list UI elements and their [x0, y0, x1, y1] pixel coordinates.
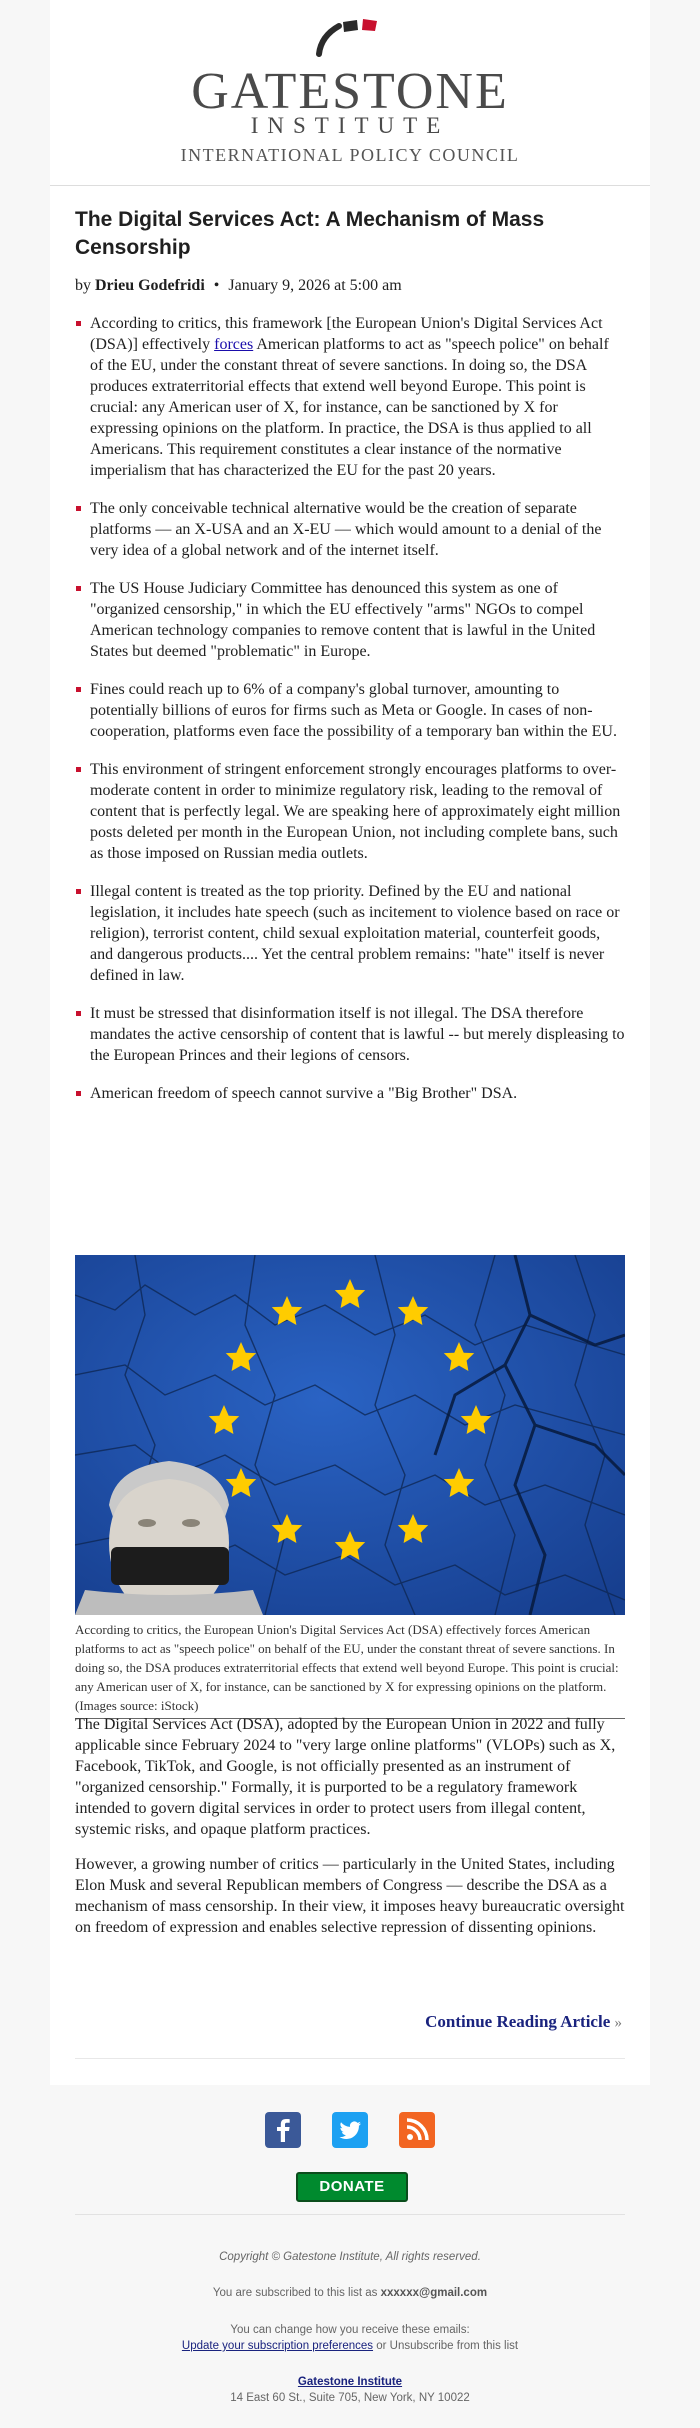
bullet-text: American platforms to act as "speech police" on behalf of the EU, under the constant threat of severe sanctions. In doing so, the DSA produces extraterritorial effects that extend well beyond Europe. This point is crucial: any American user of X, for instance, can be sanctioned by X for expressing opinions on the platform. In practice, the DSA is thus applied to all Americans. This requirement constitutes a clear instance of the normative imperialism that has characterized the EU for the past 20 years.: [90, 336, 609, 479]
author-name: Drieu Godefridi: [95, 277, 205, 294]
logo-subtitle: INSTITUTE: [250, 113, 450, 138]
org-address: 14 East 60 St., Suite 705, New York, NY 10022: [230, 2392, 470, 2404]
logo-mark-icon: [313, 18, 389, 58]
bullet-item: It must be stressed that disinformation itself is not illegal. The DSA therefore mandates the active censorship of content that is lawful -- but merely displeasing to the European Princes and their legions of censors.: [75, 1003, 625, 1066]
article-photo[interactable]: [75, 1255, 625, 1615]
update-preferences-link[interactable]: Update your subscription preferences: [181, 2340, 374, 2352]
preferences-line: [0, 2338, 700, 2354]
footer-divider: [75, 2214, 625, 2215]
donate-button[interactable]: DONATE: [296, 2172, 408, 2202]
copyright: [0, 2249, 700, 2265]
bullet-item: This environment of stringent enforcement strongly encourages platforms to over-moderate content in order to minimize regulatory risk, leading to the removal of content that is perfectly legal. We are speaking here of approximately eight million posts deleted per month in the European Union, not including complete bans, such as those imposed on Russian media outlets.: [75, 759, 625, 864]
unsubscribe-text[interactable]: or Unsubscribe from this list: [373, 2340, 519, 2352]
bullet-item: [75, 313, 625, 481]
bullet-item: The US House Judiciary Committee has denounced this system as one of "organized censorship," in which the EU effectively "arms" NGOs to compel American technology companies to remove content that is lawful in the United States but deemed "problematic" in Europe.: [75, 578, 625, 662]
email-card: [50, 0, 650, 2085]
byline-separator: •: [213, 277, 220, 294]
byline-prefix: by: [75, 277, 95, 294]
bullet-item: Illegal content is treated as the top priority. Defined by the EU and national legislation, it includes hate speech (such as incitement to violence based on race or religion), terrorist content, child sexual exploitation material, counterfeit goods, and dangerous products.... Yet the central problem remains: "hate" itself is never defined in law.: [75, 881, 625, 986]
header-logo[interactable]: [50, 0, 650, 186]
copyright-text: Copyright © Gatestone Institute, All rights reserved.: [219, 2251, 481, 2263]
facebook-icon[interactable]: [265, 2112, 301, 2148]
subscriber-email: xxxxxx@gmail.com: [380, 2287, 488, 2299]
continue-reading-link[interactable]: [425, 2012, 622, 2032]
chevron-right-icon: »: [614, 2015, 622, 2031]
article-title[interactable]: The Digital Services Act: A Mechanism of Mass Censorship: [75, 208, 545, 259]
summary-bullets: [75, 313, 625, 1121]
continue-label[interactable]: Continue Reading Article: [425, 2012, 611, 2031]
twitter-icon[interactable]: [332, 2112, 368, 2148]
bullet-item: The only conceivable technical alternative would be the creation of separate platforms — an X-USA and an X-EU — which would amount to a denial of the very idea of a global network and of the internet itself.: [75, 498, 625, 561]
logo-council: INTERNATIONAL POLICY COUNCIL: [180, 145, 520, 165]
rss-icon[interactable]: [399, 2112, 435, 2148]
bullet-item: American freedom of speech cannot survive a "Big Brother" DSA.: [75, 1083, 625, 1104]
logo-name: GATESTONE: [191, 63, 509, 120]
photo-caption: According to critics, the European Union's Digital Services Act (DSA) effectively forces American platforms to act as "speech police" on behalf of the EU, under the constant threat of severe sanctions. In doing so, the DSA produces extraterritorial effects that extend well beyond Europe. This point is crucial: any American user of X, for instance, can be sanctioned by X for expressing opinions on the platform. (Images source: iStock): [75, 1620, 625, 1719]
eu-flag-image: [75, 1255, 625, 1615]
publish-date: January 9, 2026 at 5:00 am: [228, 277, 402, 294]
org-link[interactable]: Gatestone Institute: [297, 2376, 403, 2388]
bullet-item: Fines could reach up to 6% of a company's global turnover, amounting to potentially billions of euros for firms such as Meta or Google. In cases of non-cooperation, platforms even face the possibility of a temporary ban within the EU.: [75, 679, 625, 742]
forces-link[interactable]: forces: [214, 336, 254, 353]
body-paragraph: The Digital Services Act (DSA), adopted by the European Union in 2022 and fully applicable since February 2024 to "very large online platforms" (VLOPs) such as X, Facebook, TikTok, and Google, is not officially presented as an instrument of "organized censorship." Formally, it is purported to be a regulatory framework intended to govern digital services in order to protect users from illegal content, systemic risks, and opaque platform practices.: [75, 1716, 616, 1838]
body-paragraph: However, a growing number of critics — particularly in the United States, including Elon Musk and several Republican members of Congress — describe the DSA as a mechanism of mass censorship. In their view, it imposes heavy bureaucratic oversight on freedom of expression and enables selective repression of dissenting opinions.: [75, 1856, 625, 1936]
subscribed-text: You are subscribed to this list as: [212, 2287, 381, 2299]
org-info: [0, 2374, 700, 2390]
subscription-notice: [0, 2285, 700, 2301]
byline: [75, 276, 402, 296]
divider: [75, 2058, 625, 2059]
change-notice: You can change how you receive these emails:: [230, 2324, 470, 2336]
bullet-text: According to critics, this framework [the European Union's Digital Services Act (DSA)] effectively: [90, 315, 603, 353]
